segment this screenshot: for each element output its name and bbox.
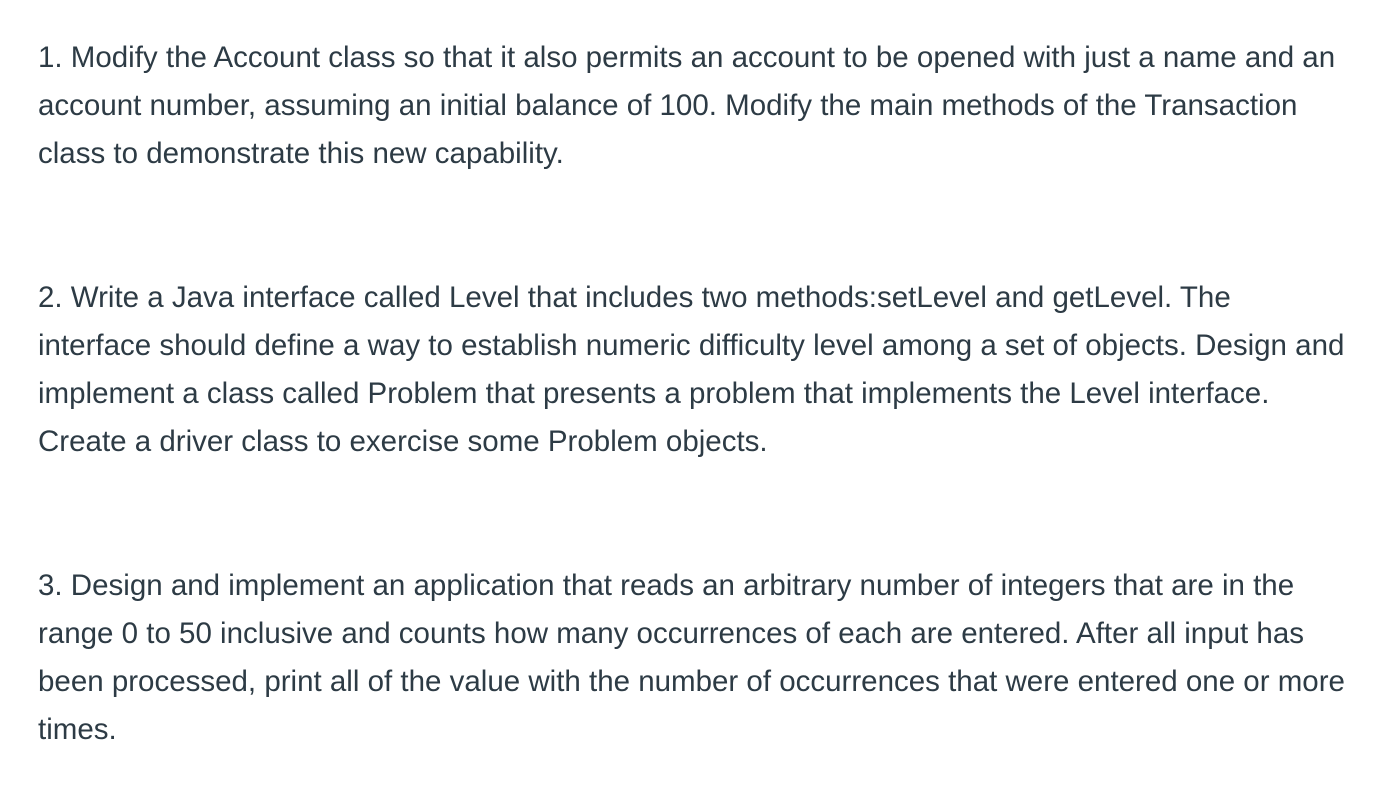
question-1: 1. Modify the Account class so that it also permits an account to be opened with just a name and an account number, assuming an initial balance of 100. Modify the main methods of the Transaction class to demonstrate this new capability. [38, 41, 1336, 170]
question-2: 2. Write a Java interface called Level that includes two methods:setLevel and getLevel. The interface should define a way to establish numeric difficulty level among a set of objects. Design and implement a class called Problem that presents a problem that implements the Level interface. Create a driver class to exercise some Problem objects. [38, 281, 1345, 458]
question-3: 3. Design and implement an application that reads an arbitrary number of integers that are in the range 0 to 50 inclusive and counts how many occurrences of each are entered. After all input has been processed, print all of the value with the number of occurrences that were entered one or more times. [38, 569, 1345, 746]
assignment-questions [38, 34, 1348, 754]
